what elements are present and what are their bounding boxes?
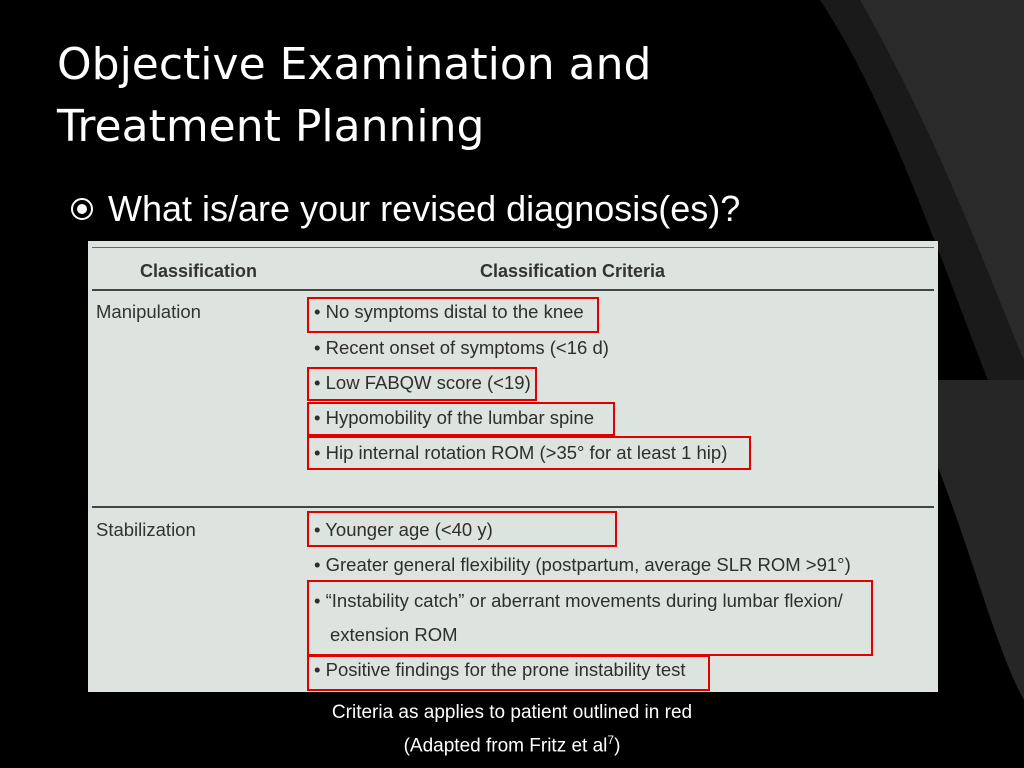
- circle-bullet-icon: [68, 195, 96, 223]
- criterion-row: • Hypomobility of the lumbar spine: [314, 407, 594, 428]
- criterion-row: • Hip internal rotation ROM (>35° for at least 1 hip): [314, 442, 728, 463]
- criterion-row: • Positive findings for the prone instability test: [314, 659, 686, 680]
- header-rule: [92, 289, 934, 291]
- highlight-box: [307, 436, 751, 470]
- criterion-row: • “Instability catch” or aberrant movements during lumbar flexion/: [314, 590, 843, 611]
- highlight-box: [307, 655, 710, 691]
- criterion-row: extension ROM: [330, 624, 458, 645]
- group-rule: [92, 506, 934, 508]
- highlight-box: [307, 402, 615, 436]
- header-criteria: Classification Criteria: [480, 261, 666, 281]
- header-classification: Classification: [140, 261, 258, 281]
- caption-suffix: ): [614, 735, 621, 757]
- highlight-box: [307, 297, 599, 333]
- highlight-box: [307, 367, 537, 401]
- caption-line-1: Criteria as applies to patient outlined in red: [331, 702, 693, 723]
- highlight-box: [307, 511, 617, 547]
- classification-stabilization: Stabilization: [96, 519, 196, 540]
- highlight-box: [307, 580, 873, 656]
- criterion-row: • Low FABQW score (<19): [314, 372, 531, 393]
- caption-superscript: 7: [607, 733, 615, 747]
- bullet-text: What is/are your revised diagnosis(es)?: [108, 188, 741, 229]
- criterion-row: • Greater general flexibility (postpartum, average SLR ROM >91°): [314, 554, 851, 575]
- bullet-item: [68, 188, 740, 230]
- caption-prefix: (Adapted from Fritz et al: [403, 735, 608, 757]
- slide-title: Objective Examination and Treatment Planning: [57, 39, 652, 152]
- classification-table: [87, 241, 938, 692]
- criterion-row: • Recent onset of symptoms (<16 d): [314, 337, 609, 358]
- criterion-row: • Younger age (<40 y): [314, 519, 493, 540]
- classification-manipulation: Manipulation: [96, 301, 201, 322]
- table-top-rule: [92, 247, 934, 248]
- caption-line-2: [0, 733, 1024, 757]
- criterion-row: • No symptoms distal to the knee: [314, 301, 584, 322]
